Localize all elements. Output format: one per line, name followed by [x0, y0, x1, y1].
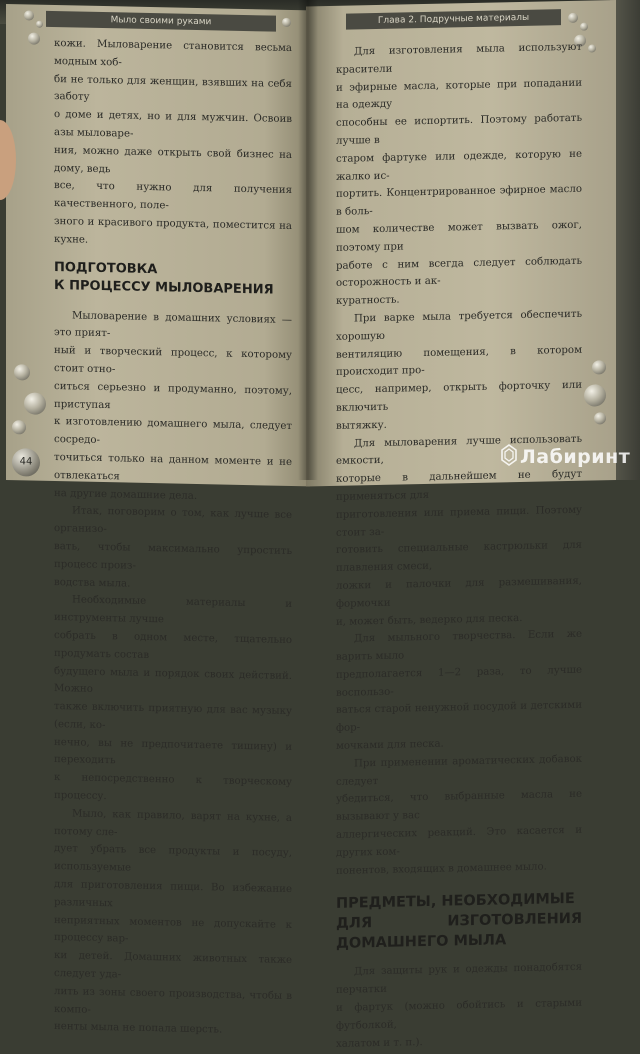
decorative-bubble: [14, 364, 30, 380]
right-running-header: Глава 2. Подручные материалы: [346, 9, 561, 30]
paragraph: При применении ароматических добавок следует убедиться, что выбранные масла не вызывают у вас аллергических реакций. Это касается и других ком- понентов, входящих в домашнее мыло.: [336, 753, 582, 877]
decorative-bubble: [24, 10, 34, 20]
left-page-text: [54, 35, 292, 1041]
section-heading: [54, 259, 292, 300]
paragraph: Для мыльного творчества. Если же варить мыло предполагается 1—2 раза, то лучше воспользо- ваться старой ненужной посудой и детскими фор- мочками для песка.: [336, 629, 582, 752]
decorative-bubble: [36, 21, 43, 28]
intro-line: о доме и детях, но и для мужчин. Освоив азы мыловаре-: [54, 109, 292, 140]
labyrinth-logo-icon: [500, 444, 518, 466]
paragraph: Мыло, как правило, варят на кухне, а потому сле- дует убрать все продукты и посуду, используемые для приготовления пищи. Во избежание различных неприятных моментов не допускайте к процессу вар- ки детей. Домашних животных также следует уда- лить из зоны своего производства, чтобы в компо- ненты мыла не попала шерсть.: [54, 808, 292, 1036]
decorative-bubble: [592, 360, 606, 374]
section-heading-line-2: К ПРОЦЕССУ МЫЛОВАРЕНИЯ: [54, 277, 274, 298]
paragraph: Для мыловарения лучше использовать емкости, которые в дальнейшем не будут применяться для приготовления или приема пищи. Поэтому стоит за- готовить специальные кастрюльки для плавления смеси, ложки и палочки для размешивания, формочки и, может быть, ведерко для песка.: [336, 433, 582, 628]
left-running-header: Мыло своими руками: [46, 11, 276, 32]
intro-line: би не только для женщин, взявших на себя заботу: [54, 73, 292, 104]
decorative-bubble: [584, 384, 606, 406]
right-page: [306, 0, 616, 1050]
decorative-bubble: [580, 23, 588, 31]
section-heading-line-1: ПОДГОТОВКА: [54, 259, 158, 277]
intro-line: кожи. Мыловарение становится весьма модным хоб-: [54, 38, 292, 69]
decorative-bubble: [12, 420, 26, 434]
page-number: 44: [12, 448, 40, 477]
section-heading-line-2: ДЛЯ ИЗГОТОВЛЕНИЯ ДОМАШНЕГО МЫЛА: [336, 911, 582, 953]
book-gutter: [298, 0, 318, 480]
paragraph: Необходимые материалы и инструменты лучше собрать в одном месте, тщательно продумать состав будущего мыла и порядок своих действий. Можно также включить приятную для вас музыку (если, ко- нечно, вы не предпочитаете тишину) и переходить к непосредственно к творческому процессу.: [54, 594, 292, 803]
left-page: [6, 4, 310, 1036]
intro-line: зного и красивого продукта, поместится на кухне.: [54, 215, 292, 246]
intro-line: все, что нужно для получения качественного, поле-: [54, 180, 292, 212]
intro-line: ния, можно даже открыть свой бизнес на дому, ведь: [54, 144, 292, 175]
decorative-bubble: [588, 44, 596, 52]
paragraph: Итак, поговорим о том, как лучше все организо- вать, чтобы максимально упростить процесс произ- водства мыла.: [54, 505, 292, 590]
decorative-bubble: [28, 32, 40, 44]
decorative-bubble: [568, 13, 578, 23]
paragraph: Мыловарение в домашних условиях — это прият- ный и творческий процесс, к которому стоит отно- ситься серьезно и продуманно, поэтому, приступая к изготовлению домашнего мыла, следует сосредо- точиться только на данном моменте и не отвлекаться на другие домашние дела.: [54, 309, 292, 502]
paragraph: При варке мыла требуется обеспечить хорошую вентиляцию помещения, в котором происходит про- цесс, например, открыть форточку или включить вытяжку.: [336, 308, 582, 432]
section-heading: [336, 889, 582, 954]
paragraph: Для защиты рук и одежды понадобятся перчатки и фартук (можно обойтись и старыми футболкой, халатом и т. п.).: [336, 962, 582, 1050]
right-page-text: [336, 39, 582, 1054]
watermark-text: Лабиринт: [520, 446, 631, 468]
paragraph: Для изготовления мыла используют красители и эфирные масла, которые при попадании на одежду способны ее испортить. Поэтому работать лучше в старом фартуке или одежде, которую не жалко ис- портить. Концентрированное эфирное масло в боль- шом количестве может вызвать ожог, поэтому при работе с ним всегда следует соблюдать осторожность и ак- куратность.: [336, 41, 582, 308]
decorative-bubble: [594, 412, 606, 424]
decorative-bubble: [282, 18, 291, 27]
decorative-bubble: [24, 392, 46, 414]
intro-paragraph: [54, 35, 292, 254]
section-heading-line-1: ПРЕДМЕТЫ, НЕОБХОДИМЫЕ: [336, 891, 575, 913]
